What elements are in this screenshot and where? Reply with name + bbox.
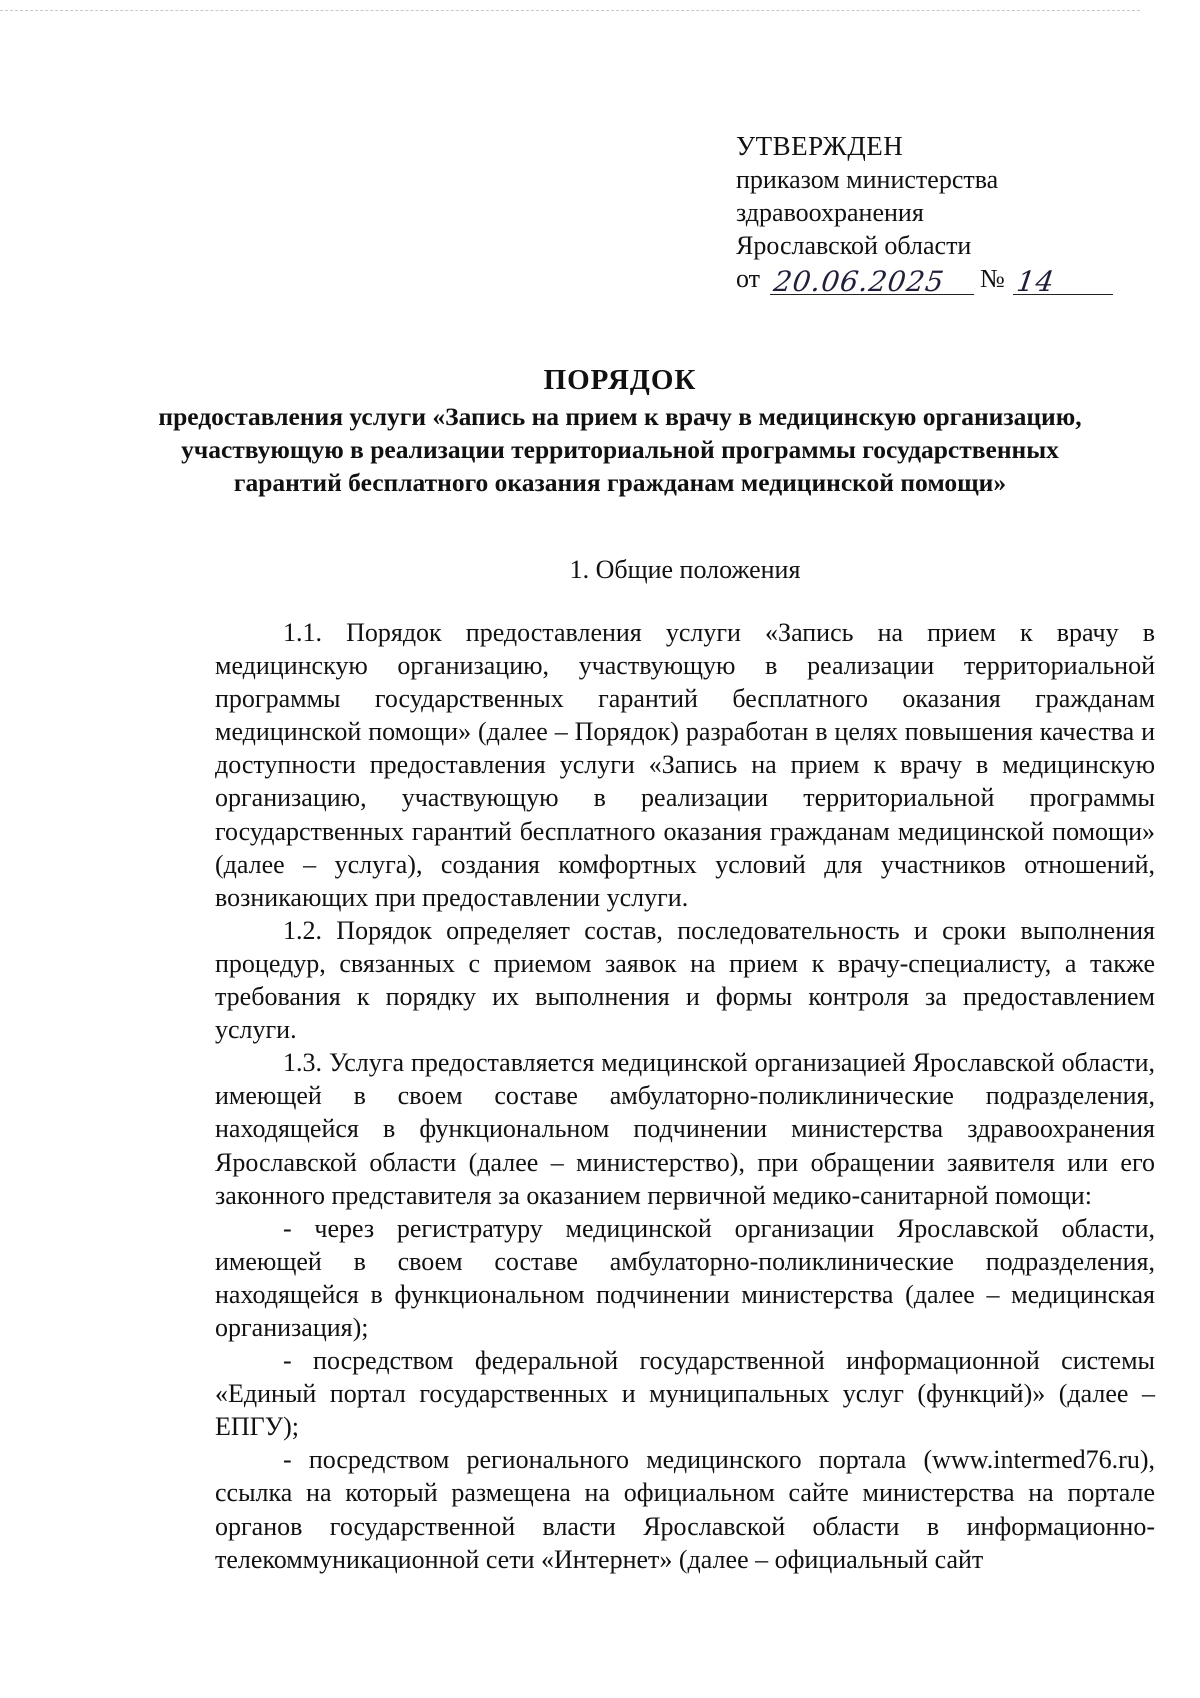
date-prefix: от bbox=[736, 264, 761, 293]
paragraph-1-3: 1.3. Услуга предоставляется медицинской организацией Ярославской области, имеющей в своем составе амбулаторно-поликлинические подразделения, находящейся в функциональном подчинении министерства здравоохранения Ярославской области (далее – министерство), при обращении заявителя или его законного представителя за оказанием первичной медико-санитарной помощи: bbox=[215, 1048, 1155, 1210]
approval-stamp-block bbox=[736, 130, 1136, 298]
list-item-registry: - через регистратуру медицинской организации Ярославской области, имеющей в своем составе амбулаторно-поликлинические подразделения, находящейся в функциональном подчинении министерства (далее – медицинская организация); bbox=[215, 1213, 1155, 1342]
section-heading: 1. Общие положения bbox=[569, 555, 801, 584]
paragraph-1-2: 1.2. Порядок определяет состав, последовательность и сроки выполнения процедур, связанных с приемом заявок на прием к врачу-специалисту, а также требования к порядку их выполнения и формы контроля за предоставлением услуги. bbox=[215, 915, 1155, 1045]
approval-line-2: здравоохранения bbox=[736, 198, 924, 227]
scan-edge-line bbox=[0, 10, 1140, 11]
handwritten-number: 14 bbox=[1014, 265, 1057, 298]
list-item-regional-portal: - посредством регионального медицинского портала (www.intermed76.ru), ссылка на который размещена на официальном сайте министерства на портале органов государственной власти Ярославской области в информационно-телекоммуникационной сети «Интернет» (далее – официальный сайт bbox=[215, 1445, 1155, 1574]
approval-heading: УТВЕРЖДЕН bbox=[736, 131, 904, 161]
handwritten-date: 20.06.2025 bbox=[771, 265, 947, 298]
date-fill-line bbox=[770, 265, 974, 298]
document-title-block bbox=[150, 360, 1090, 499]
document-title: ПОРЯДОК bbox=[543, 364, 697, 396]
number-fill-line bbox=[1013, 265, 1113, 298]
list-item-epgu: - посредством федеральной государственной информационной системы «Единый портал государственных и муниципальных услуг (функций)» (далее – ЕПГУ); bbox=[215, 1346, 1155, 1442]
approval-date-number-row bbox=[736, 262, 1136, 298]
document-subtitle: предоставления услуги «Запись на прием к врачу в медицинскую организацию, участвующую в реализации территориальной программы государственных гарантий бесплатного оказания гражданам медицинской помощи» bbox=[158, 402, 1082, 497]
document-body bbox=[215, 616, 1155, 1576]
approval-line-3: Ярославской области bbox=[736, 231, 972, 260]
paragraph-1-1: 1.1. Порядок предоставления услуги «Запись на прием к врачу в медицинскую организацию, участвующую в реализации территориальной программы государственных гарантий бесплатного оказания гражданам медицинской помощи» (далее – Порядок) разработан в целях повышения качества и доступности предоставления услуги «Запись на прием к врачу в медицинскую организацию, участвующую в реализации территориальной программы государственных гарантий бесплатного оказания гражданам медицинской помощи» (далее – услуга), создания комфортных условий для участников отношений, возникающих при предоставлении услуги. bbox=[215, 618, 1155, 912]
approval-line-1: приказом министерства bbox=[736, 165, 999, 194]
number-prefix: № bbox=[980, 264, 1005, 293]
